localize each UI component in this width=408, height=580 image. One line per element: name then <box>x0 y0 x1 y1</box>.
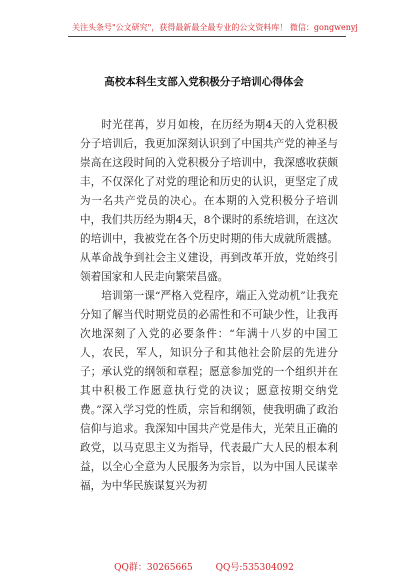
page-header-promo: 关注头条号"公文研究"，获得最新最全最专业的公文资料库！ 微信：gongwenyj <box>72 23 358 32</box>
paragraph-2: 培训第一课“严格入党程序，端正入党动机”让我充分知了解当代时期党员的必需性和不可缺少性，让我再次地深刻了入党的必要条件：“年满十八岁的中国工人，农民，军人，知识分子和其他社会阶层的先进分子；承认党的纲领和章程；愿意参加党的一个组织并在其中积极工作愿意执行党的决议；愿意按期交纳党费。”深入学习党的性质，宗旨和纲领，使我明确了政治信仰与追求。我深知中国共产党是伟大，光荣且正确的政党，以马克思主义为指导，代表最广大人民的根本利益，以全心全意为人民服务为宗旨，以为中国人民谋幸福，为中华民族谋复兴为初 <box>80 290 338 492</box>
document-title: 高校本科生支部入党积极分子培训心得体会 <box>104 76 304 88</box>
header-divider <box>68 36 346 37</box>
paragraph-1: 时光荏苒，岁月如梭，在历经为期4天的入党积极分子培训后，我更加深刻认识到了中国共产党的神圣与崇高在这段时间的入党积极分子培训中，我深感收获颇丰，不仅深化了对党的理论和历史的认识，更坚定了成为一名共产党员的决心。在本期的入党积极分子培训中，我们共历经为期4天，8个课时的系统培训，在这次的培训中，我被党在各个历史时期的伟大成就所震撼。从革命战争到社会主义建设，再到改革开放，党始终引领着国家和人民走向繁荣昌盛。 <box>80 119 338 283</box>
document-body <box>80 116 338 496</box>
footer-qq-number: QQ号:535304092 <box>215 563 294 573</box>
footer-qq-group: QQ群：30265665 <box>114 563 193 573</box>
page-footer <box>0 560 408 573</box>
